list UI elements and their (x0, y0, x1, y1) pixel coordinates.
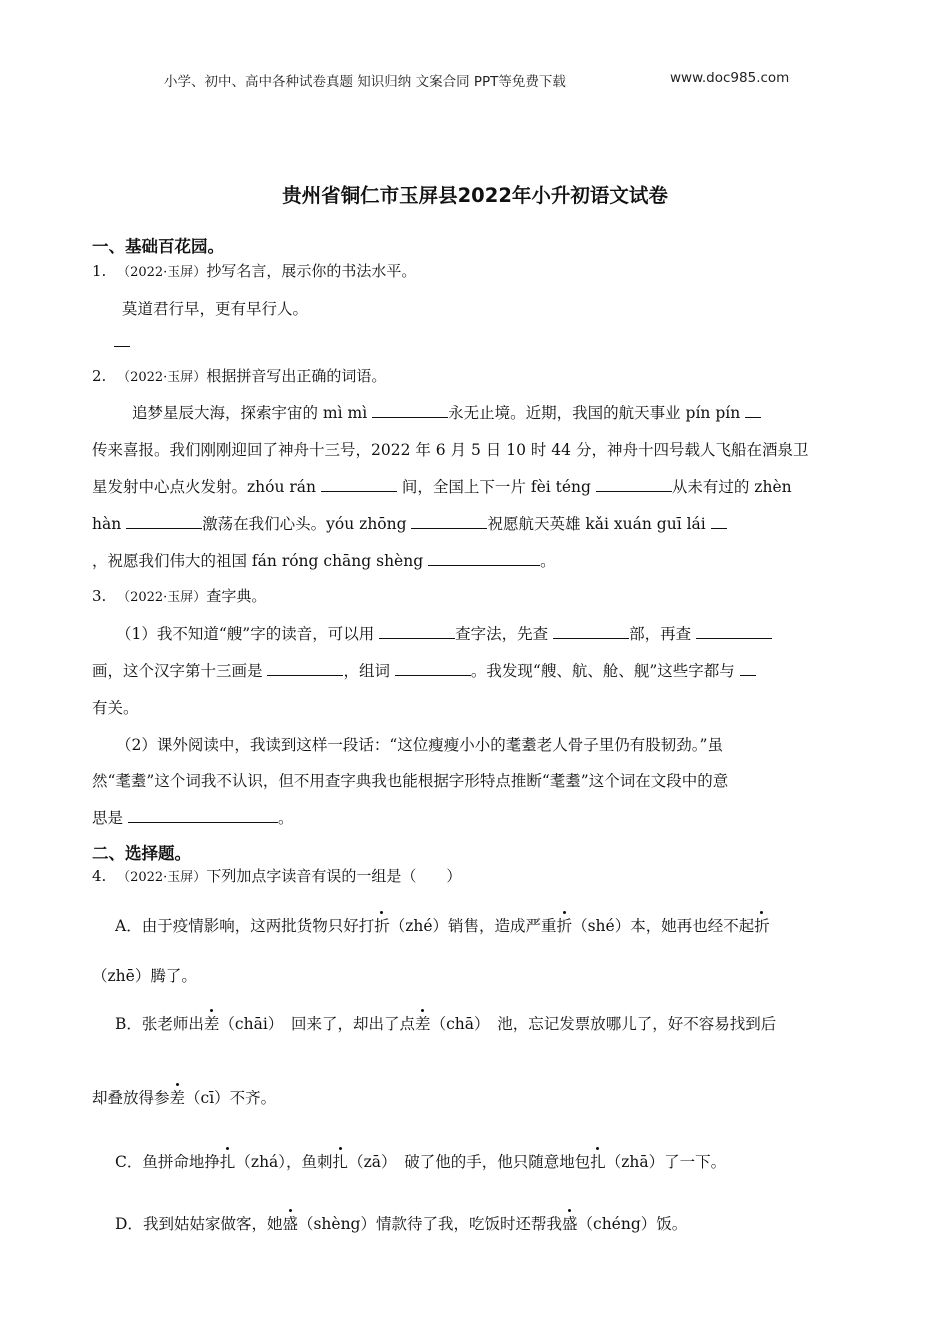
option-label: A． (115, 917, 142, 935)
q2-text: hàn (92, 515, 122, 533)
option-d[interactable] (115, 1212, 687, 1234)
question-1 (92, 260, 416, 281)
question-source: （2022·玉屏） (117, 370, 207, 385)
q2-line-4 (92, 512, 727, 534)
answer-blank[interactable] (428, 549, 540, 566)
option-text: 却叠放得参 (92, 1089, 170, 1107)
section-heading-basics: 一、基础百花园。 (92, 237, 224, 256)
dotted-char: 差 (204, 1012, 220, 1034)
q3-line-3: 有关。 (92, 699, 139, 717)
q2-text: 永无止境。近期，我国的航天事业 pín pín (448, 404, 741, 422)
q2-line-1 (132, 401, 761, 423)
page-header-text: 小学、初中、高中各种试卷真题 知识归纳 文案合同 PPT等免费下载 (164, 74, 566, 90)
question-prompt: 根据拼音写出正确的词语。 (206, 367, 387, 385)
q2-text: 星发射中心点火发射。zhóu rán (92, 478, 317, 496)
option-text: （chā） 池，忘记发票放哪儿了，好不容易找到后 (430, 1015, 777, 1033)
q2-text: 激荡在我们心头。yóu zhōng (202, 515, 407, 533)
q1-quote: 莫道君行早，更有早行人。 (122, 300, 309, 318)
page-title: 贵州省铜仁市玉屏县2022年小升初语文试卷 (282, 184, 668, 207)
answer-blank[interactable] (696, 622, 772, 639)
question-source: （2022·玉屏） (117, 590, 207, 605)
question-3 (92, 585, 266, 606)
q3-text: 。我发现“艘、航、舱、舰”这些字都与 (470, 662, 735, 680)
q3-text: （1）我不知道“艘”字的读音，可以用 (116, 625, 375, 643)
q3-line-5: 然“耄耋”这个词我不认识，但不用查字典我也能根据字形特点推断“耄耋”这个词在文段中的意 (92, 772, 729, 790)
option-b[interactable] (115, 1012, 776, 1034)
q1-answer-blank[interactable] (114, 346, 130, 347)
q3-line-6 (92, 806, 293, 828)
option-label: D． (115, 1215, 143, 1233)
question-prompt: 抄写名言，展示你的书法水平。 (206, 262, 417, 280)
answer-blank[interactable] (596, 475, 672, 492)
q2-text: ，祝愿我们伟大的祖国 fán róng chāng shèng (92, 552, 424, 570)
q3-text: 。 (277, 809, 294, 827)
question-number: 4. (92, 867, 107, 885)
option-a[interactable] (115, 914, 770, 936)
option-text: 鱼拼命地挣 (142, 1153, 220, 1171)
q2-text: 。 (540, 552, 556, 570)
option-text: 由于疫情影响，这两批货物只好打 (141, 917, 375, 935)
question-number: 1. (92, 262, 107, 280)
answer-blank[interactable] (740, 659, 756, 676)
answer-blank[interactable] (372, 401, 448, 418)
question-number: 3. (92, 587, 107, 605)
dotted-char: 扎 (333, 1150, 349, 1172)
q2-text: 追梦星辰大海，探索宇宙的 mì mì (132, 404, 368, 422)
answer-blank[interactable] (745, 401, 761, 418)
dotted-char: 扎 (590, 1150, 606, 1172)
question-source: （2022·玉屏） (117, 265, 207, 280)
q2-line-5 (92, 549, 556, 571)
question-number: 2. (92, 367, 107, 385)
option-text: （zhá），鱼刺 (235, 1153, 333, 1171)
question-prompt: 下列加点字读音有误的一组是（ ） (206, 867, 462, 885)
option-a-cont: （zhē）腾了。 (92, 967, 197, 985)
answer-blank[interactable] (553, 622, 629, 639)
section-heading-choice: 二、选择题。 (92, 844, 191, 863)
dotted-char: 盛 (562, 1212, 578, 1234)
answer-blank[interactable] (267, 659, 343, 676)
q2-line-3 (92, 475, 792, 497)
question-source: （2022·玉屏） (117, 870, 207, 885)
option-b-cont (92, 1086, 276, 1108)
q2-text: 间，全国上下一片 fèi téng (401, 478, 591, 496)
page-header-url[interactable]: www.doc985.com (670, 70, 790, 86)
option-text: （shé）本，她再也经不起 (572, 917, 755, 935)
dotted-char: 差 (415, 1012, 431, 1034)
option-text: 我到姑姑家做客，她 (142, 1215, 283, 1233)
q3-text: 思是 (92, 809, 124, 827)
q2-text: 从未有过的 zhèn (671, 478, 792, 496)
dotted-char: 折 (557, 914, 573, 936)
answer-blank[interactable] (379, 622, 455, 639)
dotted-char: 盛 (282, 1212, 298, 1234)
option-label: B． (115, 1015, 142, 1033)
option-label: C． (115, 1153, 143, 1171)
question-2 (92, 365, 386, 386)
q2-line-2: 传来喜报。我们刚刚迎回了神舟十三号，2022 年 6 月 5 日 10 时 44 分，神舟十四号载人飞船在酒泉卫 (92, 441, 809, 459)
option-text: （chéng）饭。 (577, 1215, 688, 1233)
answer-blank[interactable] (128, 806, 278, 823)
q3-text: 部，再查 (629, 625, 692, 643)
q3-text: 查字法，先查 (455, 625, 549, 643)
question-prompt: 查字典。 (206, 587, 267, 605)
answer-blank[interactable] (411, 512, 487, 529)
answer-blank[interactable] (321, 475, 397, 492)
option-text: （chāi） 回来了，却出了点 (219, 1015, 416, 1033)
dotted-char: 扎 (220, 1150, 236, 1172)
q3-line-1 (116, 622, 772, 644)
answer-blank[interactable] (126, 512, 202, 529)
dotted-char: 差 (170, 1086, 186, 1108)
q3-text: ，组词 (343, 662, 390, 680)
option-c[interactable] (115, 1150, 726, 1172)
q3-text: 画，这个汉字第十三画是 (92, 662, 263, 680)
option-text: 张老师出 (141, 1015, 204, 1033)
option-text: （zhé）销售，造成严重 (389, 917, 557, 935)
dotted-char: 折 (754, 914, 770, 936)
option-text: （shèng）情款待了我，吃饭时还帮我 (297, 1215, 562, 1233)
option-text: （zhā）了一下。 (605, 1153, 727, 1171)
option-text: （zā） 破了他的手，他只随意地包 (348, 1153, 591, 1171)
q2-text: 祝愿航天英雄 kǎi xuán guī lái (487, 515, 706, 533)
answer-blank[interactable] (395, 659, 471, 676)
q3-line-2 (92, 659, 756, 681)
question-4 (92, 865, 461, 886)
q3-line-4: （2）课外阅读中，我读到这样一段话：“这位瘦瘦小小的耄耋老人骨子里仍有股韧劲。”虽 (116, 736, 723, 754)
answer-blank[interactable] (711, 512, 727, 529)
option-text: （cī）不齐。 (185, 1089, 277, 1107)
dotted-char: 折 (374, 914, 390, 936)
